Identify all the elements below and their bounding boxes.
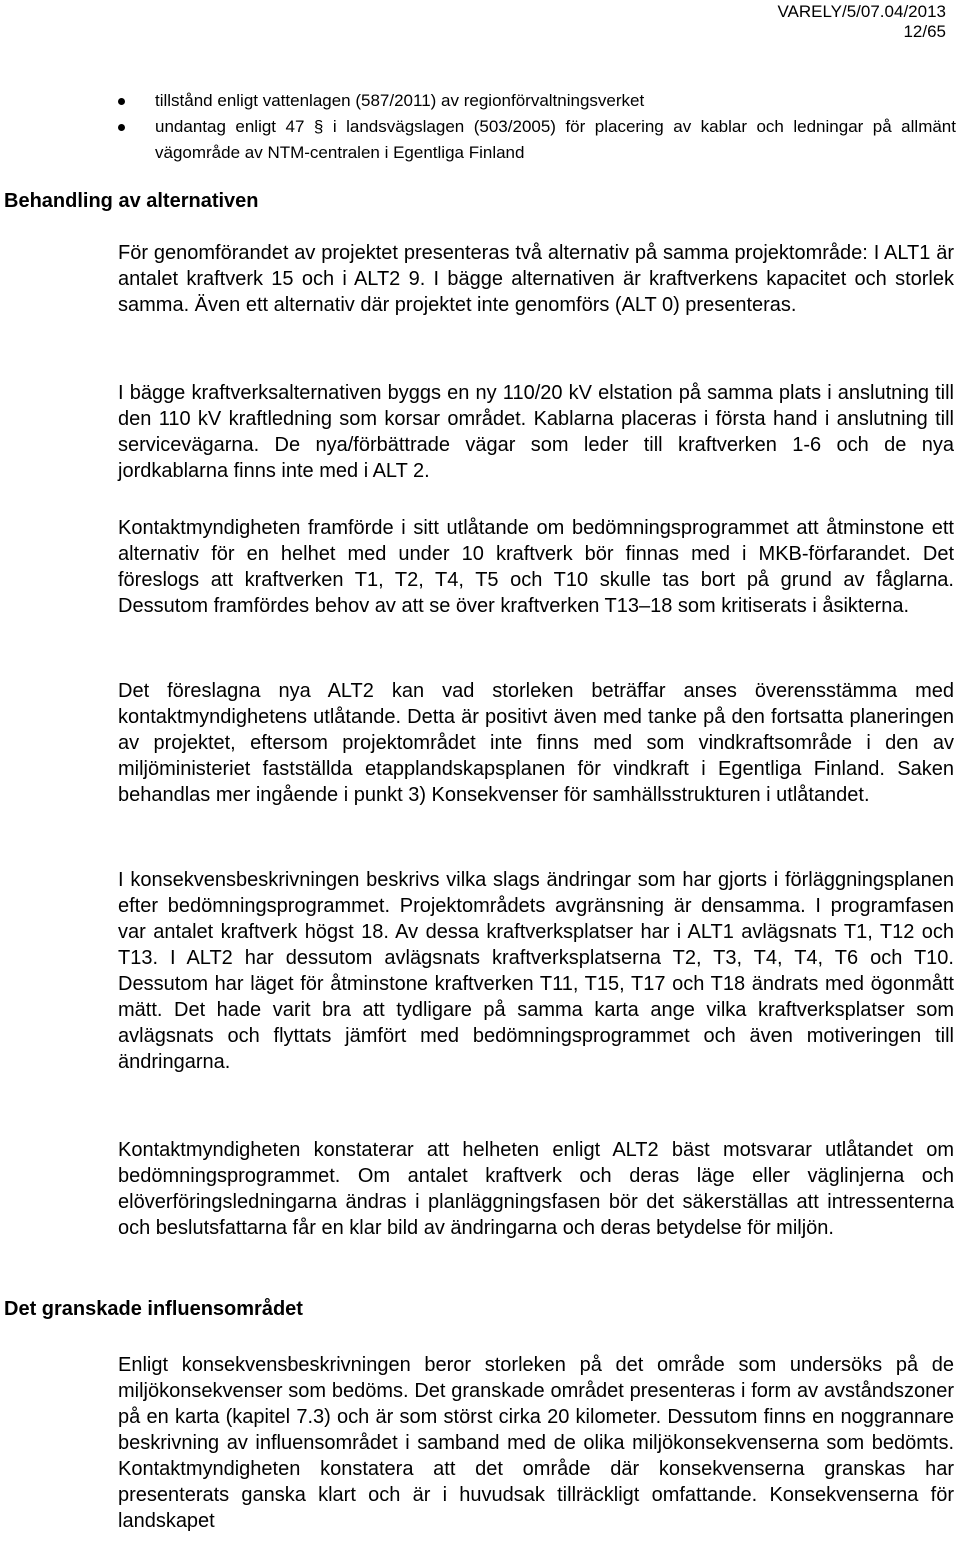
paragraph: För genomförandet av projektet presenteras två alternativ på samma projektområde: I ALT1 är antalet kraftverk 15 och i ALT2 9. I bägge alternativen är kraftverkens kapacitet och storlek samma. Även ett alternativ där projektet inte genomförs (ALT 0) presenteras. xyxy=(118,242,954,316)
bullet-item: undantag enligt 47 § i landsvägslagen (503/2005) för placering av kablar och ledningar på allmänt vägområde av NTM-centralen i Egentliga Finland xyxy=(0,114,960,166)
paragraph: I bägge kraftverksalternativen byggs en ny 110/20 kV elstation på samma plats i anslutning till den 110 kV kraftledning som korsar området. Kablarna placeras i första hand i anslutning till servicevägarna. De nya/förbättrade vägar som leder till kraftverken 1-6 och de nya jordkablarna finns inte med i ALT 2. xyxy=(118,382,954,482)
bullet-list xyxy=(0,88,960,166)
paragraph: Det föreslagna nya ALT2 kan vad storleken beträffar anses överensstämma med kontaktmyndighetens utlåtande. Detta är positivt även med tanke på den fortsatta planeringen av projektet, eftersom projektområdet inte finns med som vindkraftsområde i den av miljöministeriet fastställda etapplandskapsplanen för vindkraft i Egentliga Finland. Saken behandlas mer ingående i punkt 3) Konsekvenser för samhällsstrukturen i utlåtandet. xyxy=(118,680,954,806)
paragraph: Kontaktmyndigheten konstaterar att helheten enligt ALT2 bäst motsvarar utlåtandet om bedömningsprogrammet. Om antalet kraftverk och deras läge eller väglinjerna och elöverföringsledningarna ändras i planläggningsfasen bör det säkerställas att intressenterna och beslutsfattarna får en klar bild av ändringarna och deras betydelse för miljön. xyxy=(118,1139,954,1239)
paragraph: Enligt konsekvensbeskrivningen beror storleken på det område som undersöks på de miljökonsekvenser som bedöms. Det granskade området presenteras i form av avståndszoner på en karta (kapitel 7.3) och är som störst cirka 20 kilometer. Dessutom finns en noggrannare beskrivning av influensområdet i samband med de olika miljökonsekvenserna som bedömts. Kontaktmyndigheten konstatera att det område där konsekvenserna granskas har presenterats ganska klart och är i huvudsak tillräckligt omfattande. Konsekvenserna för landskapet xyxy=(118,1354,954,1532)
bullet-item: tillstånd enligt vattenlagen (587/2011) av regionförvaltningsverket xyxy=(0,88,960,114)
section-heading-alternatives: Behandling av alternativen xyxy=(4,190,259,212)
document-reference: VARELY/5/07.04/2013 xyxy=(777,2,946,21)
page-number: 12/65 xyxy=(903,22,946,41)
section-heading-influence-area: Det granskade influensområdet xyxy=(4,1298,303,1320)
paragraph: I konsekvensbeskrivningen beskrivs vilka slags ändringar som har gjorts i förläggningsplanen efter bedömningsprogrammet. Projektområdets avgränsning är densamma. I programfasen var antalet kraftverk högst 18. Av dessa kraftverksplatser har i ALT1 avlägsnats T1, T12 och T13. I ALT2 har dessutom avlägsnats kraftverksplatserna T2, T3, T4, T4, T6 och T10. Dessutom har läget för åtminstone kraftverken T11, T15, T17 och T18 ändrats med ögonmått mätt. Det hade varit bra att tydligare på samma karta ange vilka kraftverksplatser som avlägsnats och flyttats jämfört med bedömningsprogrammet och även motiveringen till ändringarna. xyxy=(118,869,954,1073)
paragraph: Kontaktmyndigheten framförde i sitt utlåtande om bedömningsprogrammet att åtminstone ett alternativ för en helhet med under 10 kraftverk bör finnas med i MKB-förfarandet. Det föreslogs att kraftverken T1, T2, T4, T5 och T10 skulle tas bort på grund av fåglarna. Dessutom framfördes behov av att se över kraftverken T13–18 som kritiserats i åsikterna. xyxy=(118,517,954,617)
